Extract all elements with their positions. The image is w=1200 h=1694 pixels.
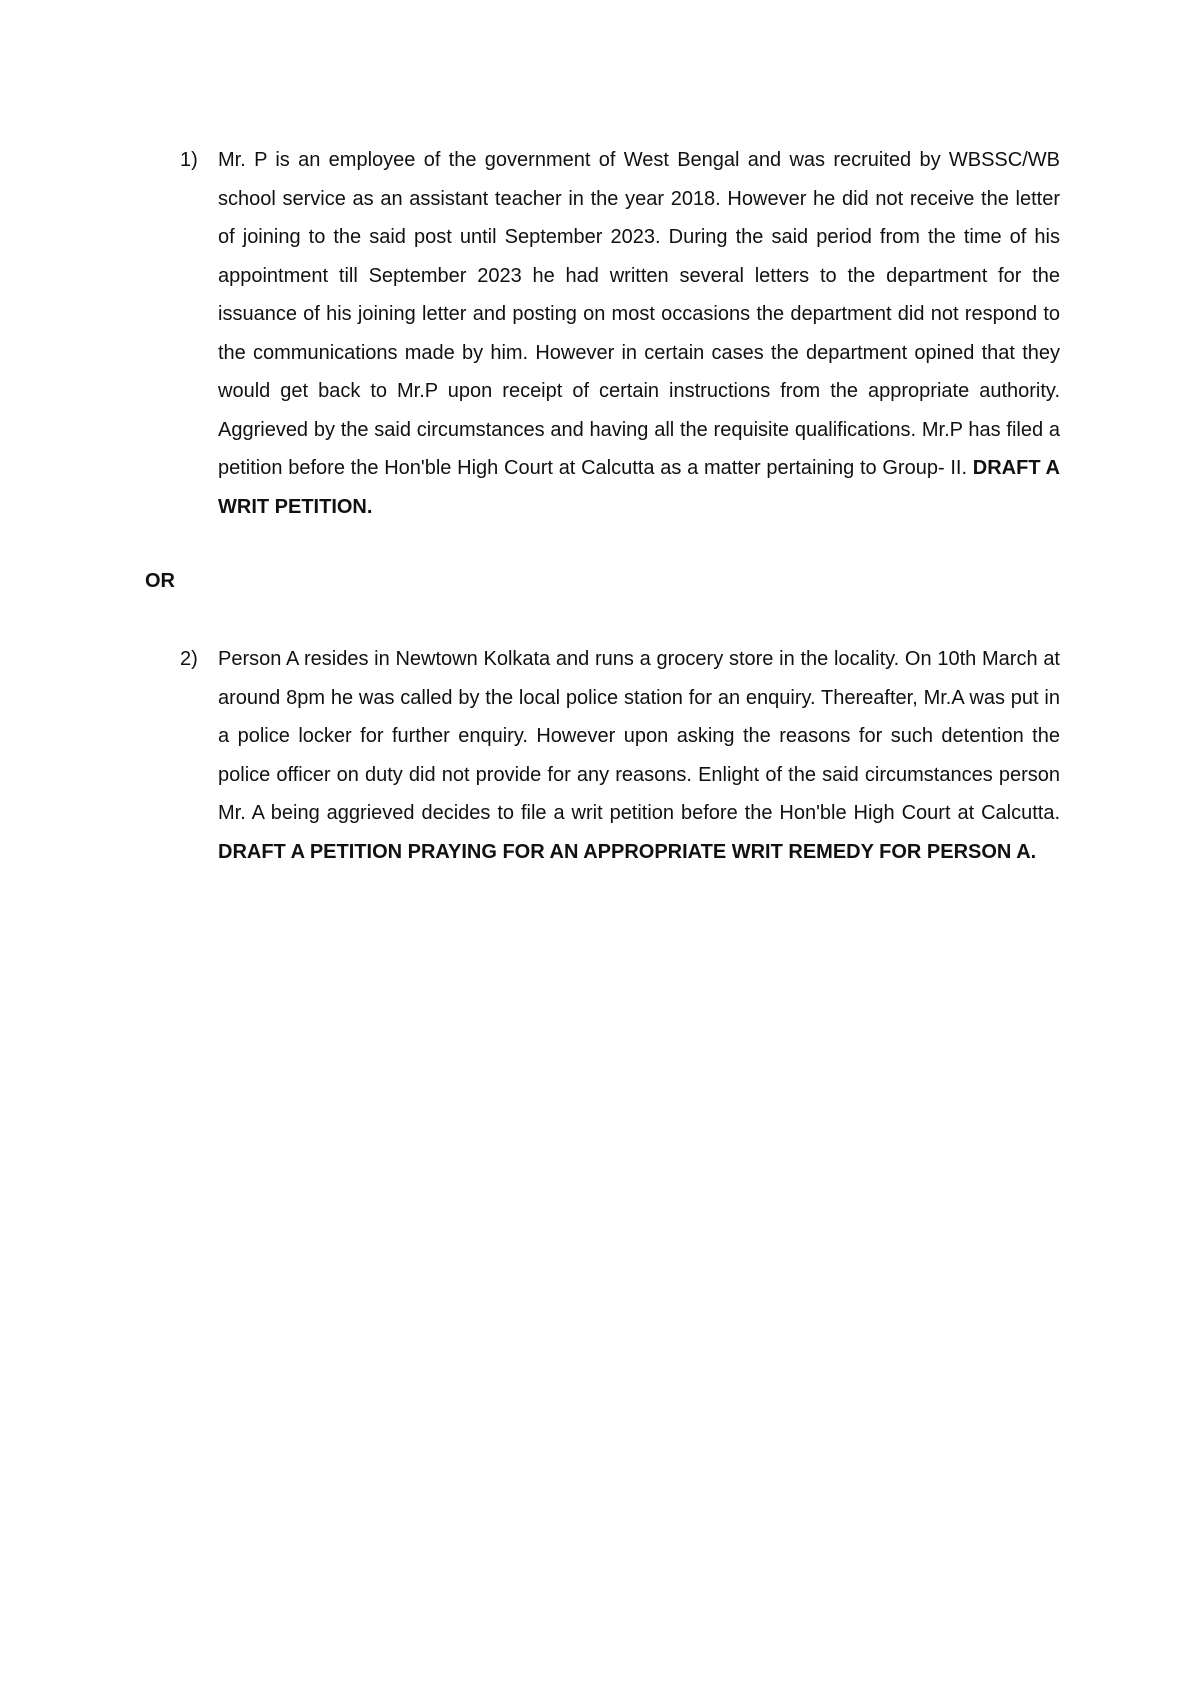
- question-number: 2): [180, 648, 198, 670]
- question-text: [218, 640, 1060, 871]
- question-text: [218, 141, 1060, 526]
- question-2: [180, 640, 1060, 871]
- question-body-text: Person A resides in Newtown Kolkata and runs a grocery store in the locality. On 10th March at around 8pm he was called by the local police station for an enquiry. Thereafter, Mr.A was put in a police locker for further enquiry. However upon asking the reasons for such detention the police officer on duty did not provide for any reasons. Enlight of the said circumstances person Mr. A being aggrieved decides to file a writ petition before the Hon'ble High Court at Calcutta.: [218, 648, 1060, 824]
- question-instruction: DRAFT A PETITION PRAYING FOR AN APPROPRIATE WRIT REMEDY FOR PERSON A.: [218, 840, 1037, 863]
- question-1: [180, 141, 1060, 526]
- or-separator: OR: [145, 570, 175, 592]
- question-body-text: Mr. P is an employee of the government of West Bengal and was recruited by WBSSC/WB school service as an assistant teacher in the year 2018. However he did not receive the letter of joining to the said post until September 2023. During the said period from the time of his appointment till September 2023 he had written several letters to the department for the issuance of his joining letter and posting on most occasions the department did not respond to the communications made by him. However in certain cases the department opined that they would get back to Mr.P upon receipt of certain instructions from the appropriate authority. Aggrieved by the said circumstances and having all the requisite qualifications. Mr.P has filed a petition before the Hon'ble High Court at Calcutta as a matter pertaining to Group- II.: [218, 149, 1060, 479]
- question-instruction: DRAFT A WRIT PETITION.: [218, 457, 1060, 518]
- question-number: 1): [180, 149, 198, 171]
